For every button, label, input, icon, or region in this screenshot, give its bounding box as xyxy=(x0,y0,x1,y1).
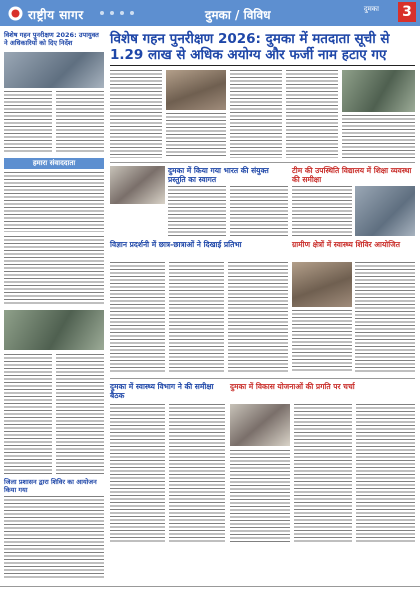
photo-field xyxy=(4,310,104,350)
photo-review-meeting xyxy=(230,404,290,446)
article-text xyxy=(4,236,104,306)
bottom-headline-1: दुमका में स्वास्थ्य विभाग ने की समीक्षा बैठक xyxy=(110,382,214,400)
article-text xyxy=(4,91,52,153)
mid-headline-2: विज्ञान प्रदर्शनी में छात्र-छात्राओं ने दिखाई प्रतिभा xyxy=(110,240,242,249)
article-text xyxy=(169,262,224,372)
photo-school xyxy=(355,186,415,236)
photo-officials-meeting xyxy=(4,52,104,88)
article-text xyxy=(56,91,104,153)
article-text xyxy=(4,496,104,580)
decorative-dots xyxy=(98,9,188,17)
short-news-label: हमारा संवाददाता xyxy=(4,158,104,169)
page-number-badge: 3 xyxy=(398,2,416,22)
photo-presentation xyxy=(110,166,165,204)
bottom-headline-2: दुमका में विकास योजनाओं की प्रगति पर चर्चा xyxy=(230,382,355,391)
article-text xyxy=(4,354,52,474)
left-headline: विशेष गहन पुनरीक्षण 2026: उपायुक्त ने अधिकारियों को दिए निर्देश xyxy=(4,31,99,47)
divider xyxy=(110,65,415,66)
article-text xyxy=(166,113,226,158)
section-title: दुमका / विविध xyxy=(205,8,271,22)
article-text xyxy=(169,404,225,544)
divider xyxy=(110,378,415,379)
article-text xyxy=(110,70,162,158)
article-text xyxy=(356,404,415,544)
mid-headline-1: दुमका में किया गया भारत की संयुक्त प्रस्तुति का स्वागत xyxy=(168,166,269,184)
article-text xyxy=(228,262,288,372)
article-text xyxy=(342,115,415,158)
lead-headline: विशेष गहन पुनरीक्षण 2026: दुमका में मतदाता सूची से 1.29 लाख से अधिक अयोग्य और फर्जी नाम हटाए गए xyxy=(110,31,390,63)
photo-health-camp xyxy=(292,262,352,307)
logo-icon xyxy=(8,6,23,21)
article-text xyxy=(230,186,288,236)
right-headline-2: ग्रामीण क्षेत्रों में स्वास्थ्य शिविर आयोजित xyxy=(292,240,401,249)
article-text xyxy=(294,404,352,544)
photo-event xyxy=(166,70,226,110)
article-text xyxy=(230,70,282,158)
article-text xyxy=(110,404,165,544)
edition-info: दुमका xyxy=(363,5,379,13)
article-text xyxy=(292,310,352,372)
article-text xyxy=(292,186,352,236)
bottom-headline-3: जिला प्रशासन द्वारा शिविर का आयोजन किया गया xyxy=(4,478,97,494)
article-text xyxy=(168,186,226,236)
article-text xyxy=(355,262,415,372)
newspaper-brand: राष्ट्रीय सागर xyxy=(28,8,84,22)
photo-gathering xyxy=(342,70,415,112)
article-text xyxy=(110,262,165,372)
masthead xyxy=(0,0,420,26)
article-text xyxy=(230,450,290,544)
article-text xyxy=(56,354,104,474)
right-headline-1: टीम की उपस्थिति विद्यालय में शिक्षा व्यवस्था की समीक्षा xyxy=(292,166,412,184)
footer-divider xyxy=(0,586,420,587)
divider xyxy=(110,162,415,163)
article-text xyxy=(286,70,338,158)
article-text xyxy=(4,172,104,232)
